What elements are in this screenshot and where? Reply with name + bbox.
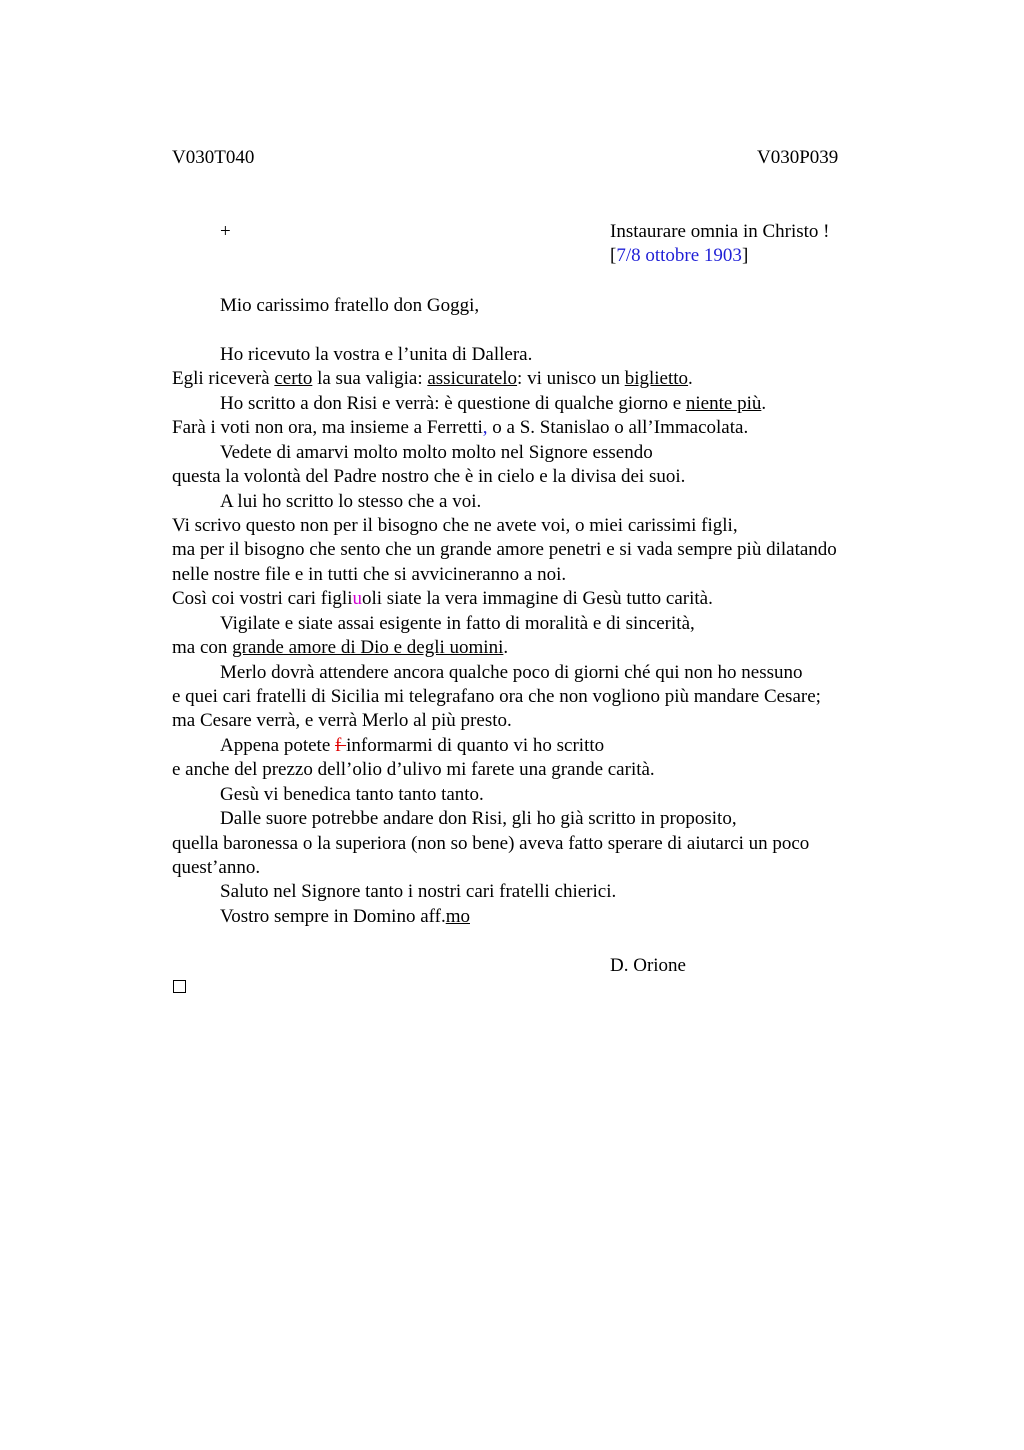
underlined-phrase: grande amore di Dio e degli uomini bbox=[232, 637, 504, 658]
editorial-comma: , bbox=[482, 417, 488, 438]
underlined-abbreviation: mo bbox=[445, 906, 470, 927]
body-line: Merlo dovrà attendere ancora qualche poco di giorni ché qui non ho nessuno bbox=[220, 662, 803, 683]
text-run: o a S. Stanislao o all’Immacolata. bbox=[487, 417, 749, 438]
text-run: Così coi vostri cari figli bbox=[172, 588, 353, 609]
underlined-word: biglietto bbox=[624, 368, 689, 389]
body-line bbox=[220, 392, 766, 416]
closing-line bbox=[220, 905, 470, 929]
body-line bbox=[172, 587, 713, 611]
body-line: ma per il bisogno che sento che un grande amore penetri e si vada sempre più dilatando bbox=[172, 539, 837, 560]
text-run: . bbox=[688, 368, 693, 389]
underlined-word: assicuratelo bbox=[427, 368, 518, 389]
text-run: Appena potete bbox=[220, 735, 336, 756]
text-run: informarmi di quanto vi ho scritto bbox=[346, 735, 605, 756]
underlined-word: certo bbox=[274, 368, 313, 389]
body-line: nelle nostre file e in tutti che si avvicineranno a noi. bbox=[172, 564, 567, 585]
body-line: Gesù vi benedica tanto tanto tanto. bbox=[220, 784, 484, 805]
cross-mark: + bbox=[220, 221, 231, 242]
signature: D. Orione bbox=[610, 955, 686, 976]
motto: Instaurare omnia in Christo ! bbox=[610, 221, 830, 242]
inserted-letter: u bbox=[352, 588, 362, 609]
text-run: . bbox=[761, 393, 767, 414]
text-run: . bbox=[503, 637, 509, 658]
date-text: 7/8 ottobre 1903 bbox=[616, 245, 742, 266]
body-line: Ho ricevuto la vostra e l’unita di Dallera. bbox=[220, 344, 533, 365]
body-line: e quei cari fratelli di Sicilia mi telegrafano ora che non vogliono più mandare Cesare; bbox=[172, 686, 821, 707]
text-run: oli siate la vera immagine di Gesù tutto carità. bbox=[361, 588, 713, 609]
body-line: Dalle suore potrebbe andare don Risi, gli ho già scritto in proposito, bbox=[220, 808, 737, 829]
struck-letter: f bbox=[335, 735, 347, 756]
body-line: e anche del prezzo dell’olio d’ulivo mi farete una grande carità. bbox=[172, 759, 655, 780]
date-bracket-close: ] bbox=[741, 245, 749, 266]
text-run: Farà i voti non ora, ma insieme a Ferretti bbox=[172, 417, 483, 438]
letter-date bbox=[610, 244, 748, 268]
body-line bbox=[172, 416, 748, 440]
text-run: ma con bbox=[172, 637, 233, 658]
body-line bbox=[220, 734, 604, 758]
body-line: questa la volontà del Padre nostro che è in cielo e la divisa dei suoi. bbox=[172, 466, 686, 487]
body-line bbox=[172, 367, 693, 391]
text-run: : vi unisco un bbox=[517, 368, 625, 389]
date-bracket-open: [ bbox=[610, 245, 617, 266]
body-line: Vigilate e siate assai esigente in fatto di moralità e di sincerità, bbox=[220, 613, 695, 634]
body-line: Vedete di amarvi molto molto molto nel Signore essendo bbox=[220, 442, 653, 463]
salutation: Mio carissimo fratello don Goggi, bbox=[220, 295, 480, 316]
body-line: Vi scrivo questo non per il bisogno che ne avete voi, o miei carissimi figli, bbox=[172, 515, 738, 536]
body-line: quest’anno. bbox=[172, 857, 261, 878]
text-run: Ho scritto a don Risi e verrà: è questione di qualche giorno e bbox=[220, 393, 686, 414]
body-line: A lui ho scritto lo stesso che a voi. bbox=[220, 491, 482, 512]
text-run: Vostro sempre in Domino aff. bbox=[220, 906, 446, 927]
text-run: Egli riceverà bbox=[172, 368, 275, 389]
body-line: ma Cesare verrà, e verrà Merlo al più presto. bbox=[172, 710, 512, 731]
text-run: la sua valigia: bbox=[312, 368, 428, 389]
body-line: Saluto nel Signore tanto i nostri cari fratelli chierici. bbox=[220, 881, 617, 902]
end-square-icon bbox=[173, 980, 186, 993]
document-code-left: V030T040 bbox=[172, 147, 255, 168]
page-code-right: V030P039 bbox=[757, 147, 839, 168]
body-line bbox=[172, 636, 508, 660]
body-line: quella baronessa o la superiora (non so bene) aveva fatto sperare di aiutarci un poco bbox=[172, 833, 810, 854]
underlined-word: niente più bbox=[685, 393, 762, 414]
